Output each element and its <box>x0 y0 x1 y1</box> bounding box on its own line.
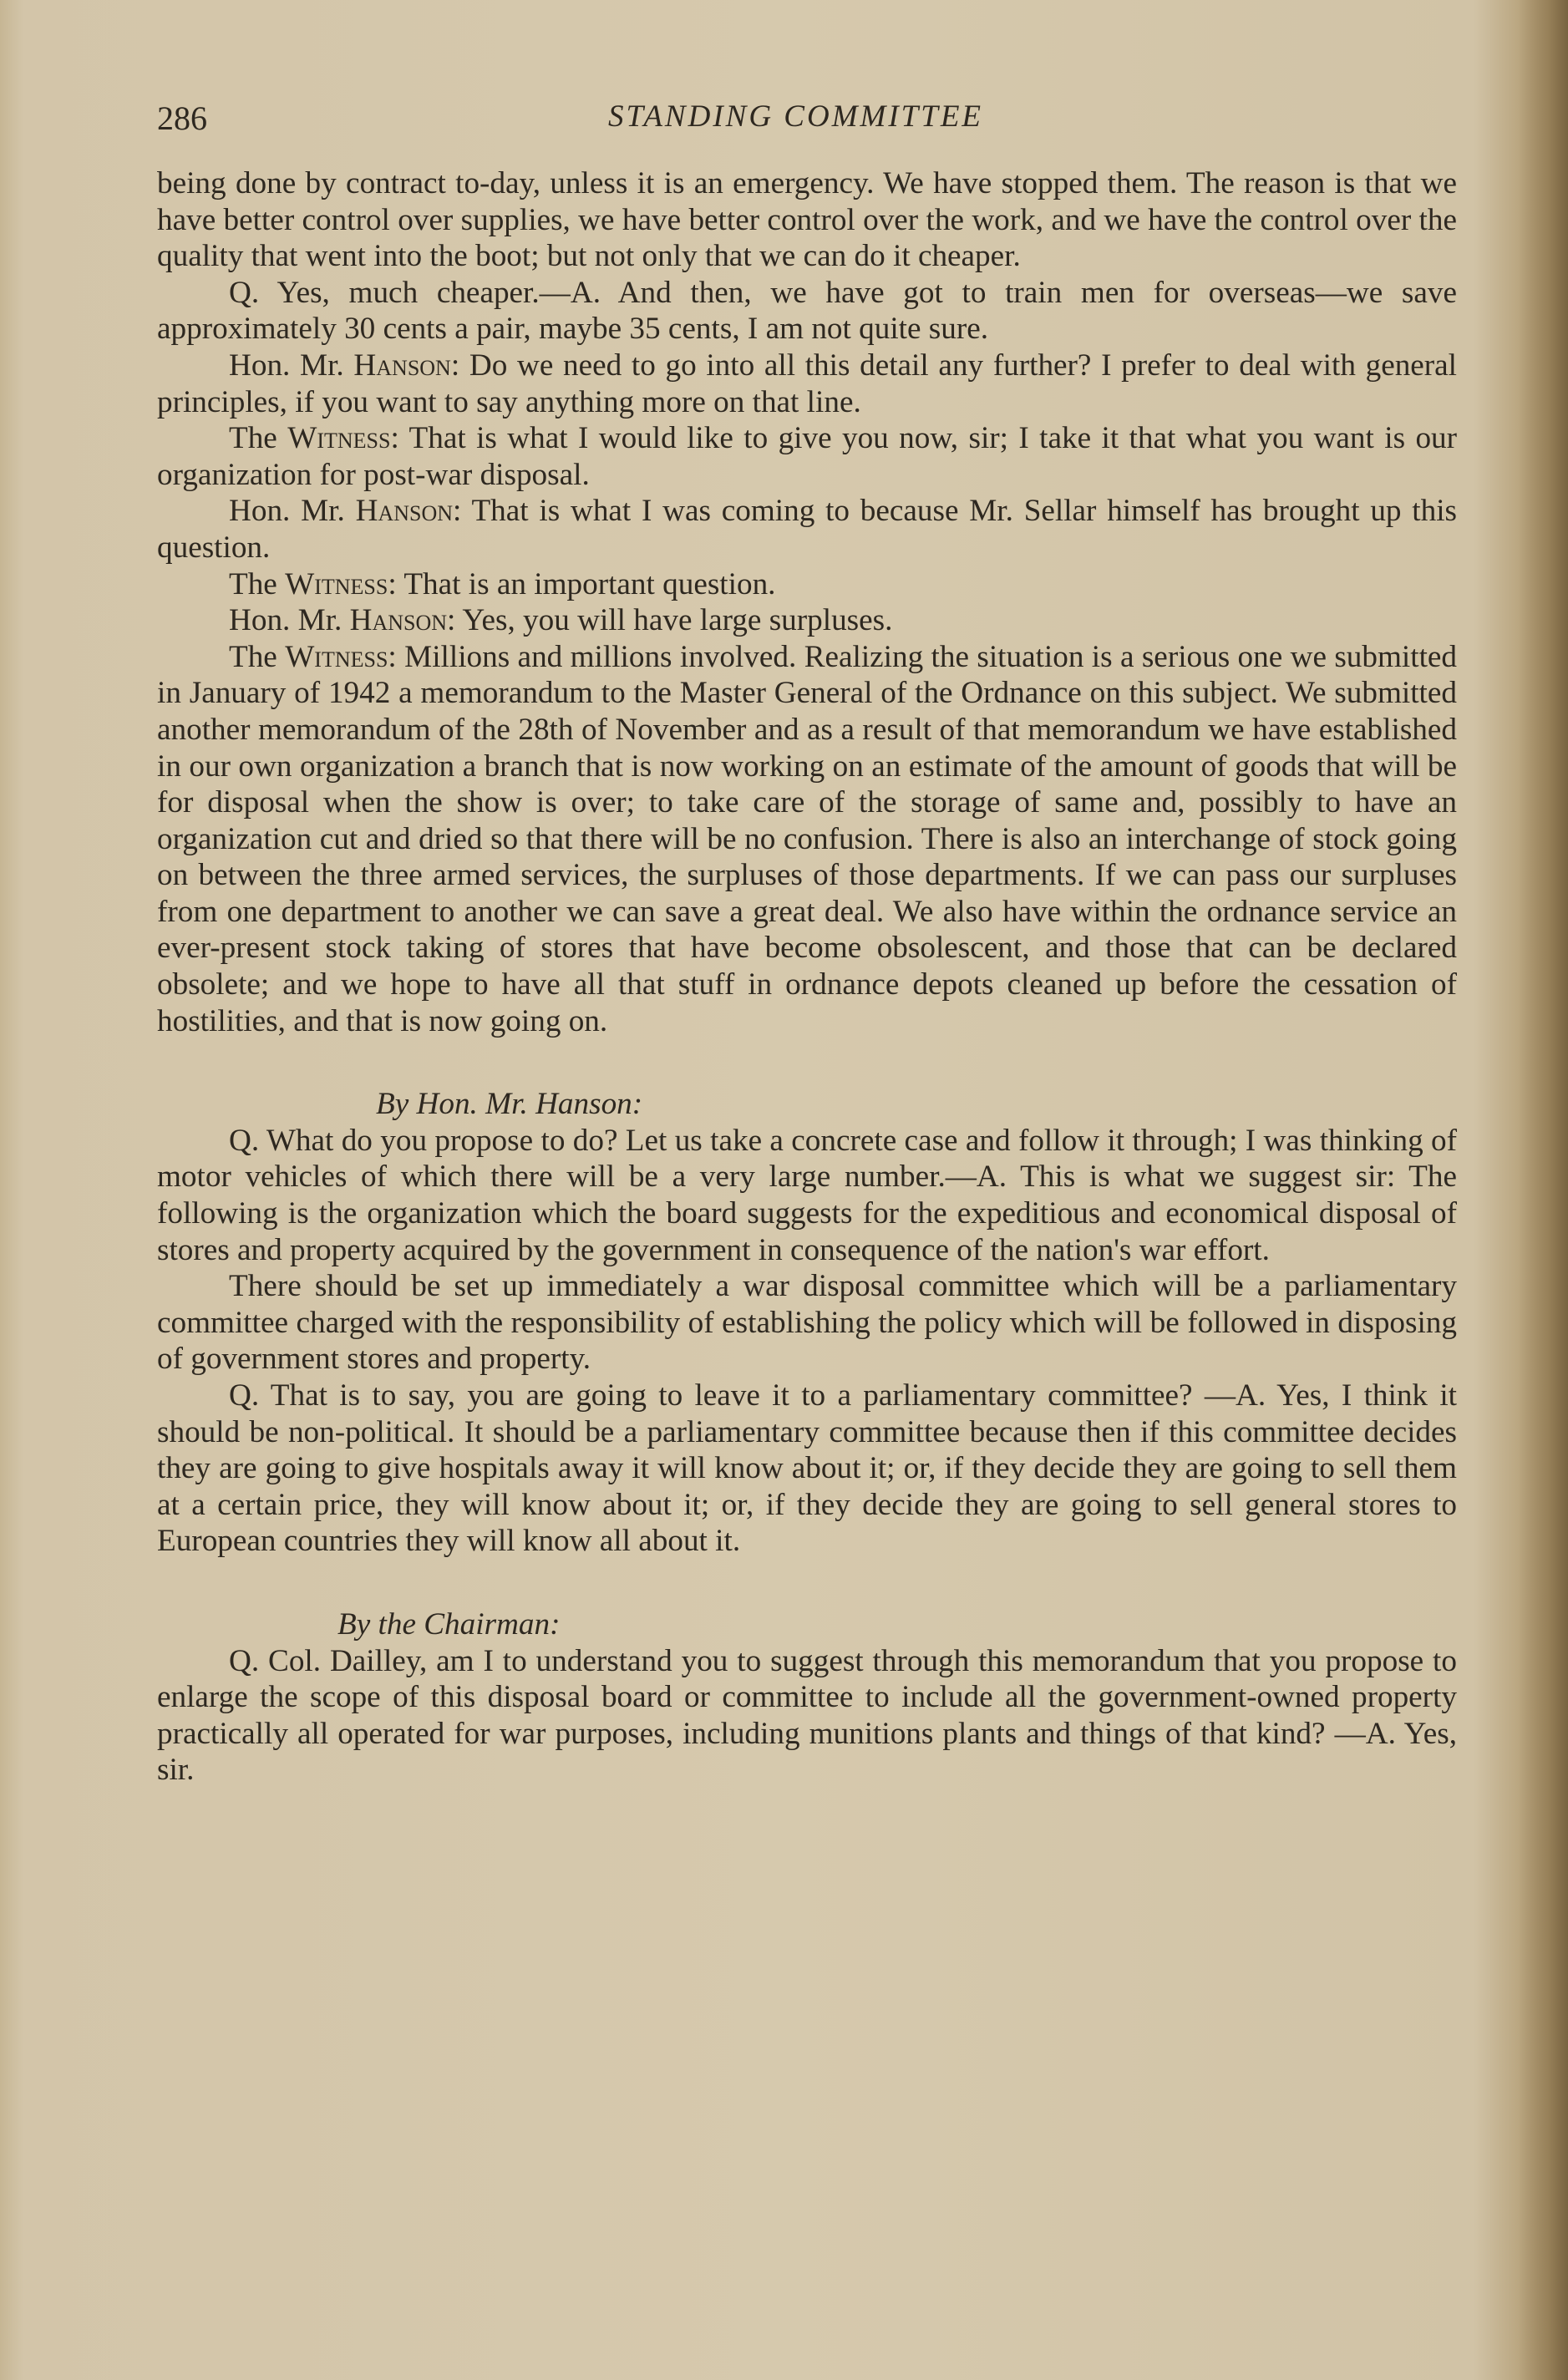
speech-paragraph <box>157 602 1457 639</box>
speaker-name: Witness: <box>285 566 397 601</box>
page-header <box>157 99 1460 140</box>
speech-text: Do we need to go into all this detail any further? I prefer to deal with general principles, if you want to say anything more on that line. <box>157 348 1458 419</box>
running-head: STANDING COMMITTEE <box>608 99 984 134</box>
paragraph: being done by contract to-day, unless it is an emergency. We have stopped them. The reason is that we have better control over supplies, we have better control over the work, and we have the control over the quality that went into the boot; but not only that we can do it cheaper. <box>157 166 1457 274</box>
speaker-title: Hon. Mr. <box>229 348 344 383</box>
byline: By Hon. Mr. Hanson: <box>376 1087 643 1122</box>
speaker-name: Hanson: <box>353 348 460 383</box>
speech-paragraph <box>157 639 1457 1040</box>
speaker-title: The <box>229 421 277 456</box>
speech-paragraph <box>157 493 1457 566</box>
page-edge-shadow <box>1518 0 1568 2380</box>
speaker-title: Hon. Mr. <box>229 603 343 638</box>
speaker-title: Hon. Mr. <box>229 494 345 529</box>
speaker-name: Witness: <box>285 639 397 674</box>
paragraph: Q. Col. Dailley, am I to understand you to suggest through this memorandum that you propose to enlarge the scope of this disposal board or committee to include all the government-owned property practically all operated for war purposes, including munitions plants and things of that kind? —A. Yes, sir. <box>157 1643 1457 1788</box>
paragraph: There should be set up immediately a war disposal committee which will be a parliamentary committee charged with the responsibility of establishing the policy which will be followed in disposing of government stores and property. <box>157 1269 1457 1377</box>
speaker-name: Hanson: <box>355 494 462 529</box>
speech-paragraph <box>157 566 1457 603</box>
speaker-title: The <box>229 566 277 601</box>
speaker-name: Hanson: <box>349 603 456 638</box>
body-text <box>157 165 1457 1789</box>
section-gap <box>157 1560 1457 1606</box>
speech-text: That is an important question. <box>403 566 776 601</box>
speaker-title: The <box>229 639 277 674</box>
speech-text: Yes, you will have large surpluses. <box>462 603 893 638</box>
speech-text: That is what I was coming to because Mr. Sellar himself has brought up this question. <box>157 494 1458 565</box>
section-gap <box>157 1039 1457 1086</box>
speech-paragraph <box>157 348 1457 420</box>
speech-paragraph <box>157 420 1457 493</box>
speech-text: Millions and millions involved. Realizing the situation is a serious one we submitted in January of 1942 a memorandum to the Master General of the Ordnance on this subject. We submitted another memorandum of the 28th of November and as a result of that memorandum we have established in our own organization a branch that is now working on an estimate of the amount of goods that will be for disposal when the show is over; to take care of the storage of same and, possibly to have an organization cut and dried so that there will be no confusion. There is also an interchange of stock going on between the three armed services, the surpluses of those departments. If we can pass our surpluses from one department to another we can save a great deal. We also have within the ordnance service an ever-present stock taking of stores that have become obsolescent, and those that can be declared obsolete; and we hope to have all that stuff in ordnance depots cleaned up before the cessation of hostilities, and that is now going on. <box>157 639 1458 1038</box>
byline: By the Chairman: <box>337 1606 561 1642</box>
paragraph: Q. That is to say, you are going to leave it to a parliamentary committee? —A. Yes, I think it should be non-political. It should be a parliamentary committee because then if this committee decides they are going to give hospitals away it will know about it; or, if they decide they are going to sell them at a certain price, they will know about it; or, if they decide they are going to sell general stores to European countries they will know all about it. <box>157 1378 1457 1559</box>
page-number: 286 <box>157 99 207 137</box>
paragraph: Q. What do you propose to do? Let us take a concrete case and follow it through; I was thinking of motor vehicles of which there will be a very large number.—A. This is what we suggest sir: The following is the organization which the board suggests for the expeditious and economical disposal of stores and property acquired by the government in consequence of the nation's war effort. <box>157 1123 1457 1267</box>
speech-text: That is what I would like to give you now, sir; I take it that what you want is our organization for post-war disposal. <box>157 421 1458 492</box>
paragraph: Q. Yes, much cheaper.—A. And then, we have got to train men for overseas—we save approximately 30 cents a pair, maybe 35 cents, I am not quite sure. <box>157 275 1457 347</box>
speaker-name: Witness: <box>287 421 399 456</box>
